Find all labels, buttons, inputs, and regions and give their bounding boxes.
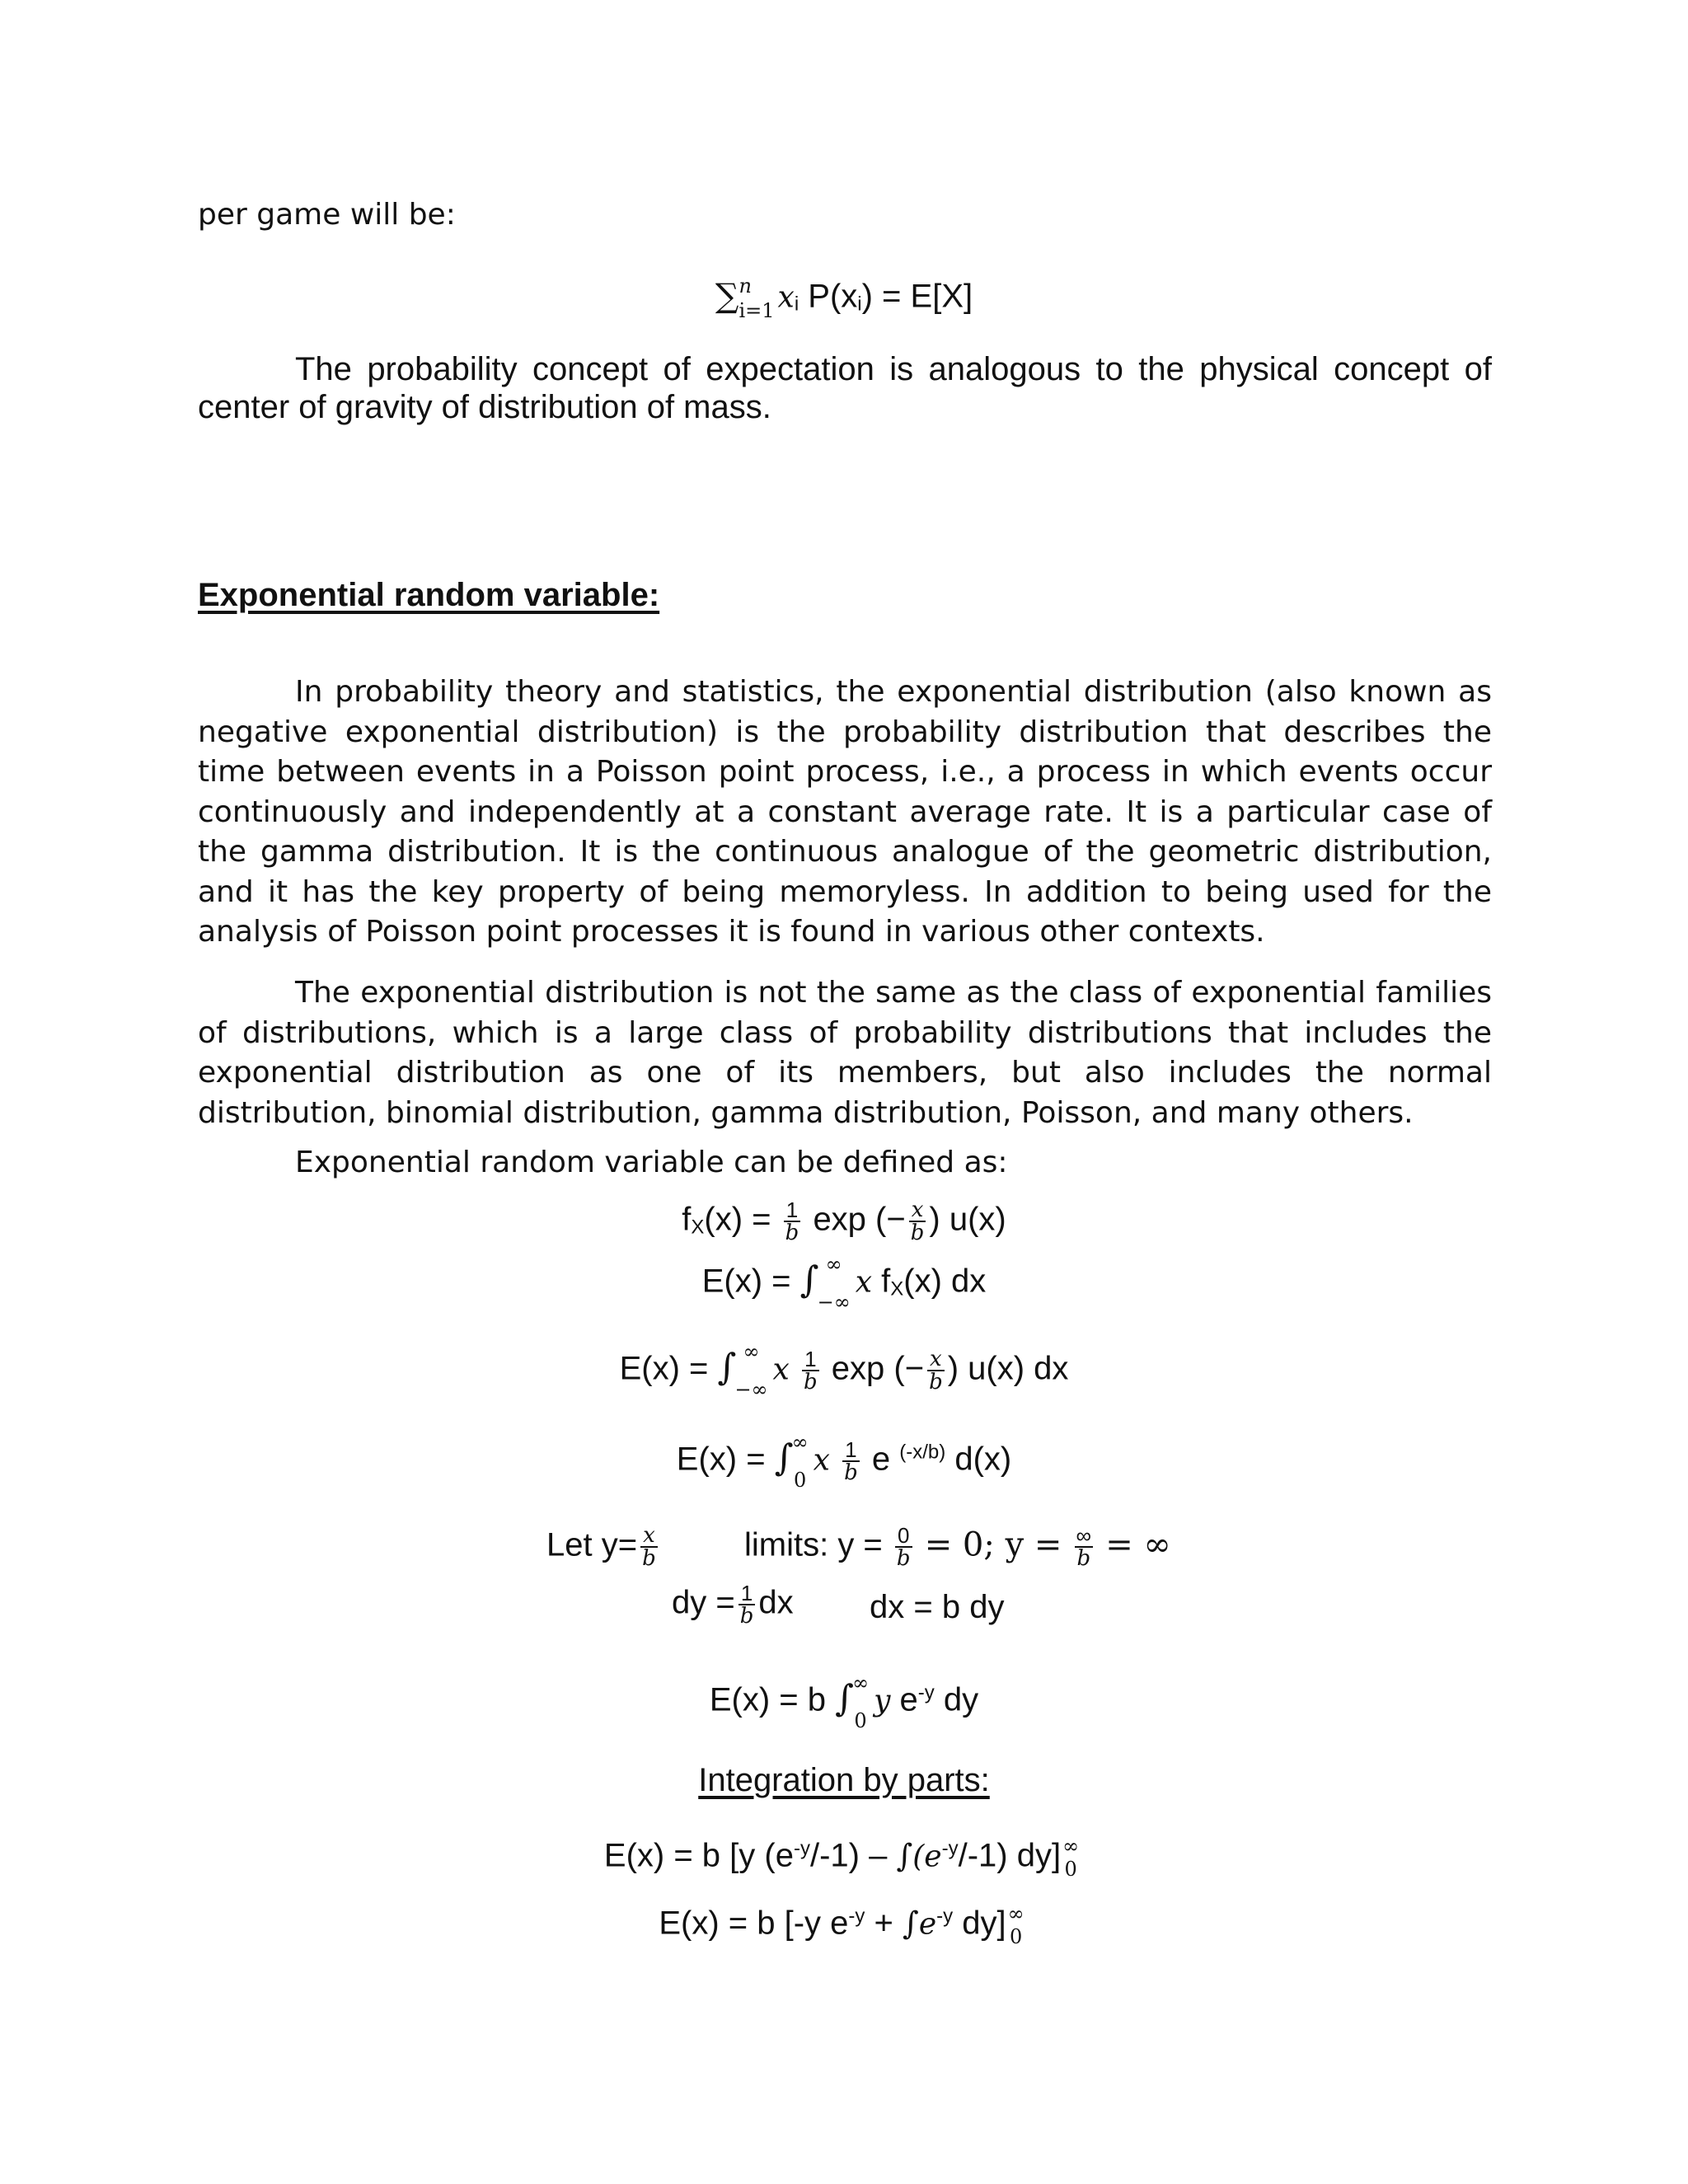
expectation-substituted-equation: E(x) = ∫ ∞ −∞ x $\frac{1}{b}$ exp (− $\frac{x}{b}$ ) u(x) dx — [619, 1340, 1069, 1401]
dx-equation: dx = b dy — [870, 1589, 1005, 1625]
dy-equation: dy = $\frac{1}{b}$ dx — [672, 1581, 794, 1629]
integration-limits: limits: y = $\frac{0}{b}$ = 0; y = $\frac{\infty}{b}$ = ∞ — [744, 1523, 1171, 1571]
integration-by-parts-equation-2: E(x) = b [-y $e^{-y} + \int e^{-y}$ dy] ∞ 0 — [659, 1902, 1025, 1948]
pdf-equation: fX(x) = $\frac{1}{b}$ exp (− $\frac{x}{b}$ ) u(x) — [682, 1197, 1006, 1245]
summation-equation: ∑ n i=1 xi P(xi) = E[X] — [715, 274, 973, 322]
expectation-definition-equation: E(x) = ∫ ∞ −∞ x fX(x) dx — [701, 1253, 987, 1314]
expectation-paragraph: The probability concept of expectation is analogous to the physical concept of center of gravity of distribution of mass. — [198, 351, 1492, 425]
expectation-in-y-equation: E(x) = b ∫ ∞ 0 y $e^{-y}$ dy — [709, 1671, 979, 1732]
substitution-let-y: Let y= $\frac{x}{b}$ — [546, 1523, 656, 1571]
definition-intro: Exponential random variable can be defined as: — [295, 1146, 1008, 1179]
paragraph-exponential-distribution: In probability theory and statistics, the exponential distribution (also known as negative exponential distribution) is the probability distribution that describes the time between events in a Poisson point process, i.e., a process in which events occur continuously and independently at a constant average rate. It is a particular case of the gamma distribution. It is the continuous analogue of the geometric distribution, and it has the key property of being memoryless. In addition to being used for the analysis of Poisson point processes it is found in various other contexts. — [198, 675, 1492, 949]
paragraph-exponential-families: The exponential distribution is not the same as the class of exponential families of distributions, which is a large class of probability distributions that includes the exponential distribution as one of its members, but also includes the normal distribution, binomial distribution, gamma distribution, Poisson, and many others. — [198, 976, 1492, 1130]
section-heading: Exponential random variable: — [198, 577, 660, 613]
intro-line: per game will be: — [198, 198, 456, 232]
expectation-from-zero-equation: E(x) = ∫ ∞ 0 x $\frac{1}{b}$ e $^{(-x/b)}$ d(x) — [676, 1431, 1012, 1492]
integration-by-parts-heading: Integration by parts: — [698, 1762, 990, 1798]
integration-by-parts-equation-1: E(x) = b [y $(e^{-y}/-1) - \int(e^{-y}/-1)$ dy] ∞ 0 — [603, 1835, 1080, 1881]
summation-bounds: n i=1 — [738, 274, 775, 322]
